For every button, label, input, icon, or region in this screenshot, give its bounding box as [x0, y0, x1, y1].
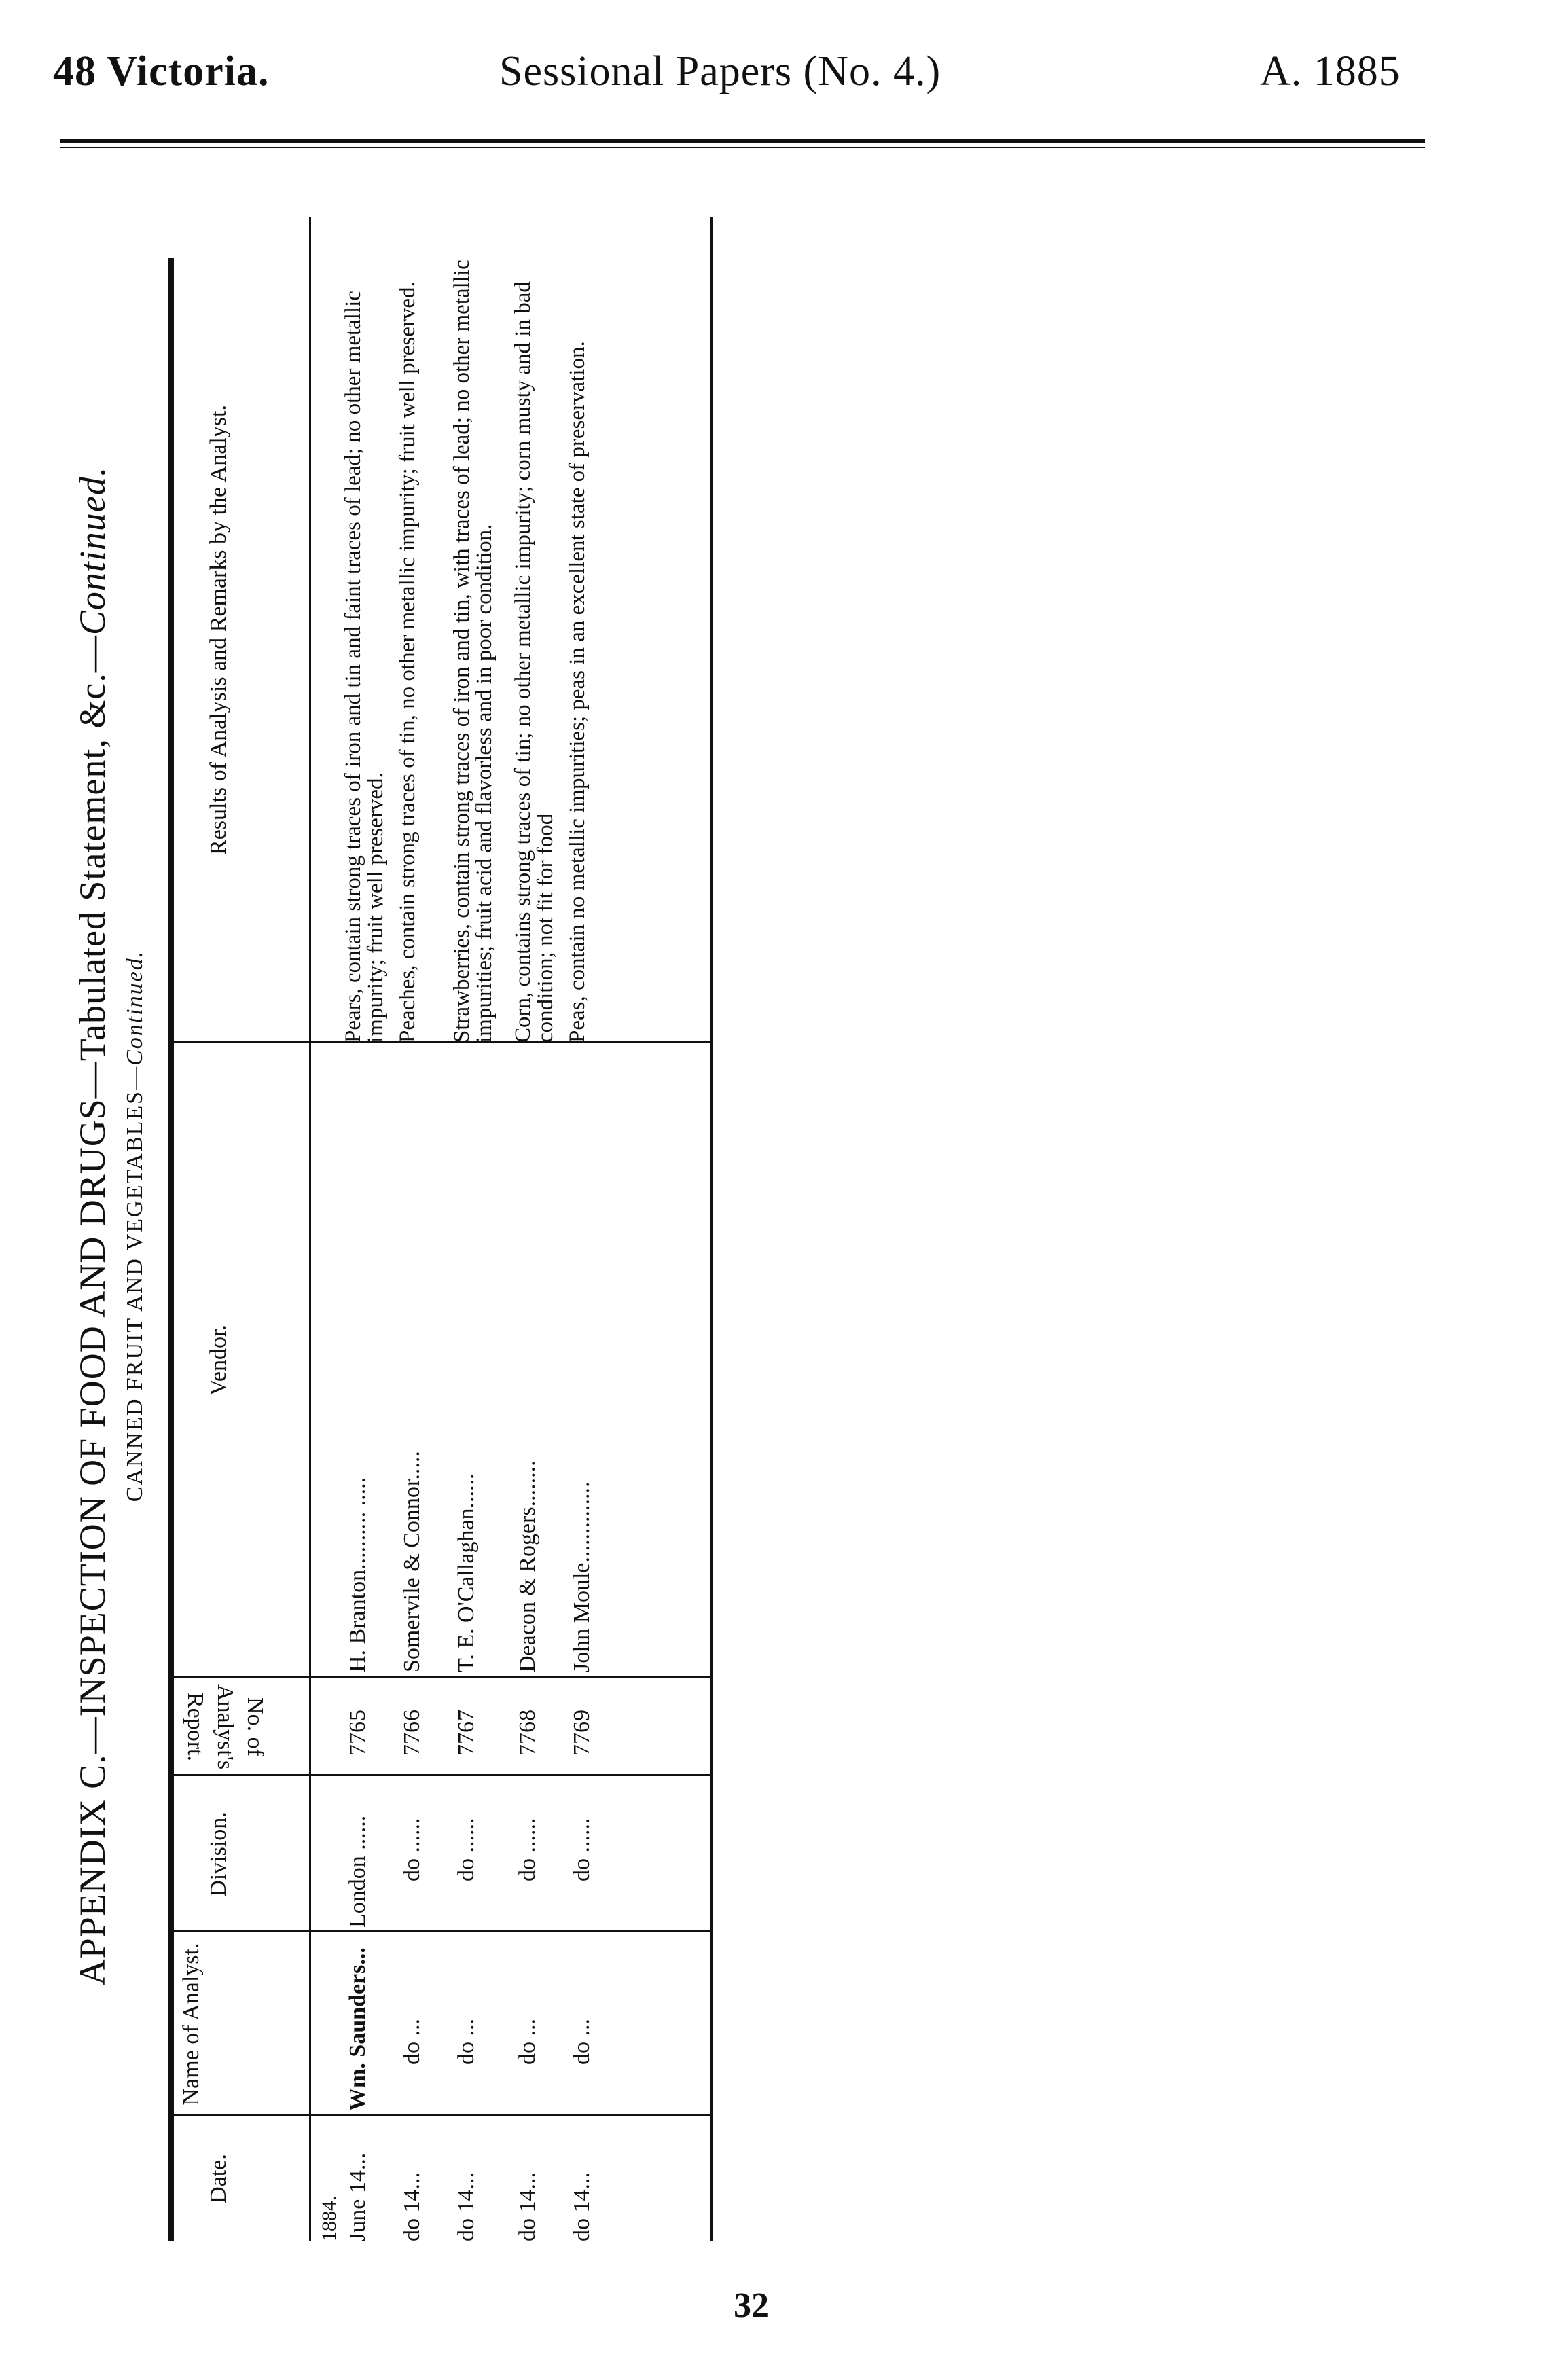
col-divider	[174, 1930, 710, 1932]
cell-report: 7769	[569, 1710, 594, 1756]
cell-report: 7766	[399, 1710, 425, 1756]
col-header-date: Date.	[206, 2154, 231, 2203]
cell-analyst: do ...	[569, 2019, 594, 2065]
cell-division: do ......	[399, 1818, 425, 1881]
cell-analyst: Wm. Saunders...	[345, 1947, 370, 2111]
page-number: 32	[734, 2286, 769, 2325]
cell-result: Strawberries, contain strong traces of iron and tin, with traces of lead; no other metallic impurities; fruit acid and flavorless and in poor condition.	[450, 259, 497, 1043]
table-row	[509, 190, 557, 2262]
table-row	[448, 190, 496, 2262]
cell-report: 7767	[454, 1710, 479, 1756]
table-top-rule	[168, 258, 174, 2241]
col-divider	[174, 1774, 710, 1776]
cell-date: do 14...	[454, 2172, 479, 2241]
col-header-division: Division.	[206, 1811, 231, 1897]
year-label: 1884.	[318, 2195, 340, 2241]
cell-date: June 14...	[345, 2152, 370, 2241]
cell-date: do 14...	[515, 2172, 540, 2241]
cell-division: do ......	[454, 1818, 479, 1881]
cell-report: 7765	[345, 1710, 370, 1756]
col-header-vendor: Vendor.	[206, 1324, 231, 1396]
col-header-results: Results of Analysis and Remarks by the Analyst.	[206, 405, 231, 855]
cell-result: Peas, contain no metallic impurities; peas in an excellent state of preservation.	[565, 341, 590, 1043]
cell-vendor: Somervile & Connor.....	[399, 1451, 425, 1672]
cell-result: Pears, contain strong traces of iron and tin and faint traces of lead; no other metallic impurity; fruit well preserved.	[341, 291, 388, 1043]
cell-date: do 14...	[399, 2172, 425, 2241]
cell-result: Corn, contains strong traces of tin; no other metallic impurity; corn musty and in bad condition; not fit for food	[511, 281, 558, 1043]
col-divider	[174, 1041, 710, 1043]
table-row	[564, 190, 611, 2262]
cell-analyst: do ...	[399, 2019, 425, 2065]
header-rule	[60, 139, 1425, 143]
col-header-report: No. of Analyst's Report.	[183, 1684, 268, 1770]
cell-division: do ......	[569, 1818, 594, 1881]
header-left: 48 Victoria.	[53, 48, 270, 94]
header-bottom-rule	[309, 217, 311, 2241]
cell-report: 7768	[515, 1710, 540, 1756]
cell-vendor: John Moule..............	[569, 1481, 594, 1672]
cell-result: Peaches, contain strong traces of tin, no other metallic impurity; fruit well preserved.	[395, 281, 420, 1043]
cell-vendor: H. Branton.......... .....	[345, 1477, 370, 1672]
cell-analyst: do ...	[454, 2019, 479, 2065]
col-divider	[174, 1676, 710, 1678]
header-center: Sessional Papers (No. 4.)	[499, 48, 941, 94]
header-rule-thin	[60, 147, 1425, 148]
table-row	[340, 190, 387, 2262]
cell-division: do ......	[515, 1818, 540, 1881]
table-subtitle: CANNED FRUIT AND VEGETABLES—Continued.	[122, 950, 147, 1502]
table-row	[394, 190, 441, 2262]
header-right: A. 1885	[1260, 48, 1401, 94]
col-header-analyst: Name of Analyst.	[179, 1943, 204, 2106]
table-title: APPENDIX C.—INSPECTION OF FOOD AND DRUGS—Tabulated Statement, &c.—Continued.	[72, 466, 113, 1986]
col-divider	[174, 2114, 710, 2116]
cell-date: do 14...	[569, 2172, 594, 2241]
table-bottom-rule	[710, 217, 713, 2241]
cell-division: London ......	[345, 1815, 370, 1928]
rotated-table	[68, 190, 815, 2262]
cell-vendor: T. E. O'Callaghan......	[454, 1473, 479, 1672]
cell-vendor: Deacon & Rogers........	[515, 1460, 540, 1672]
cell-analyst: do ...	[515, 2019, 540, 2065]
